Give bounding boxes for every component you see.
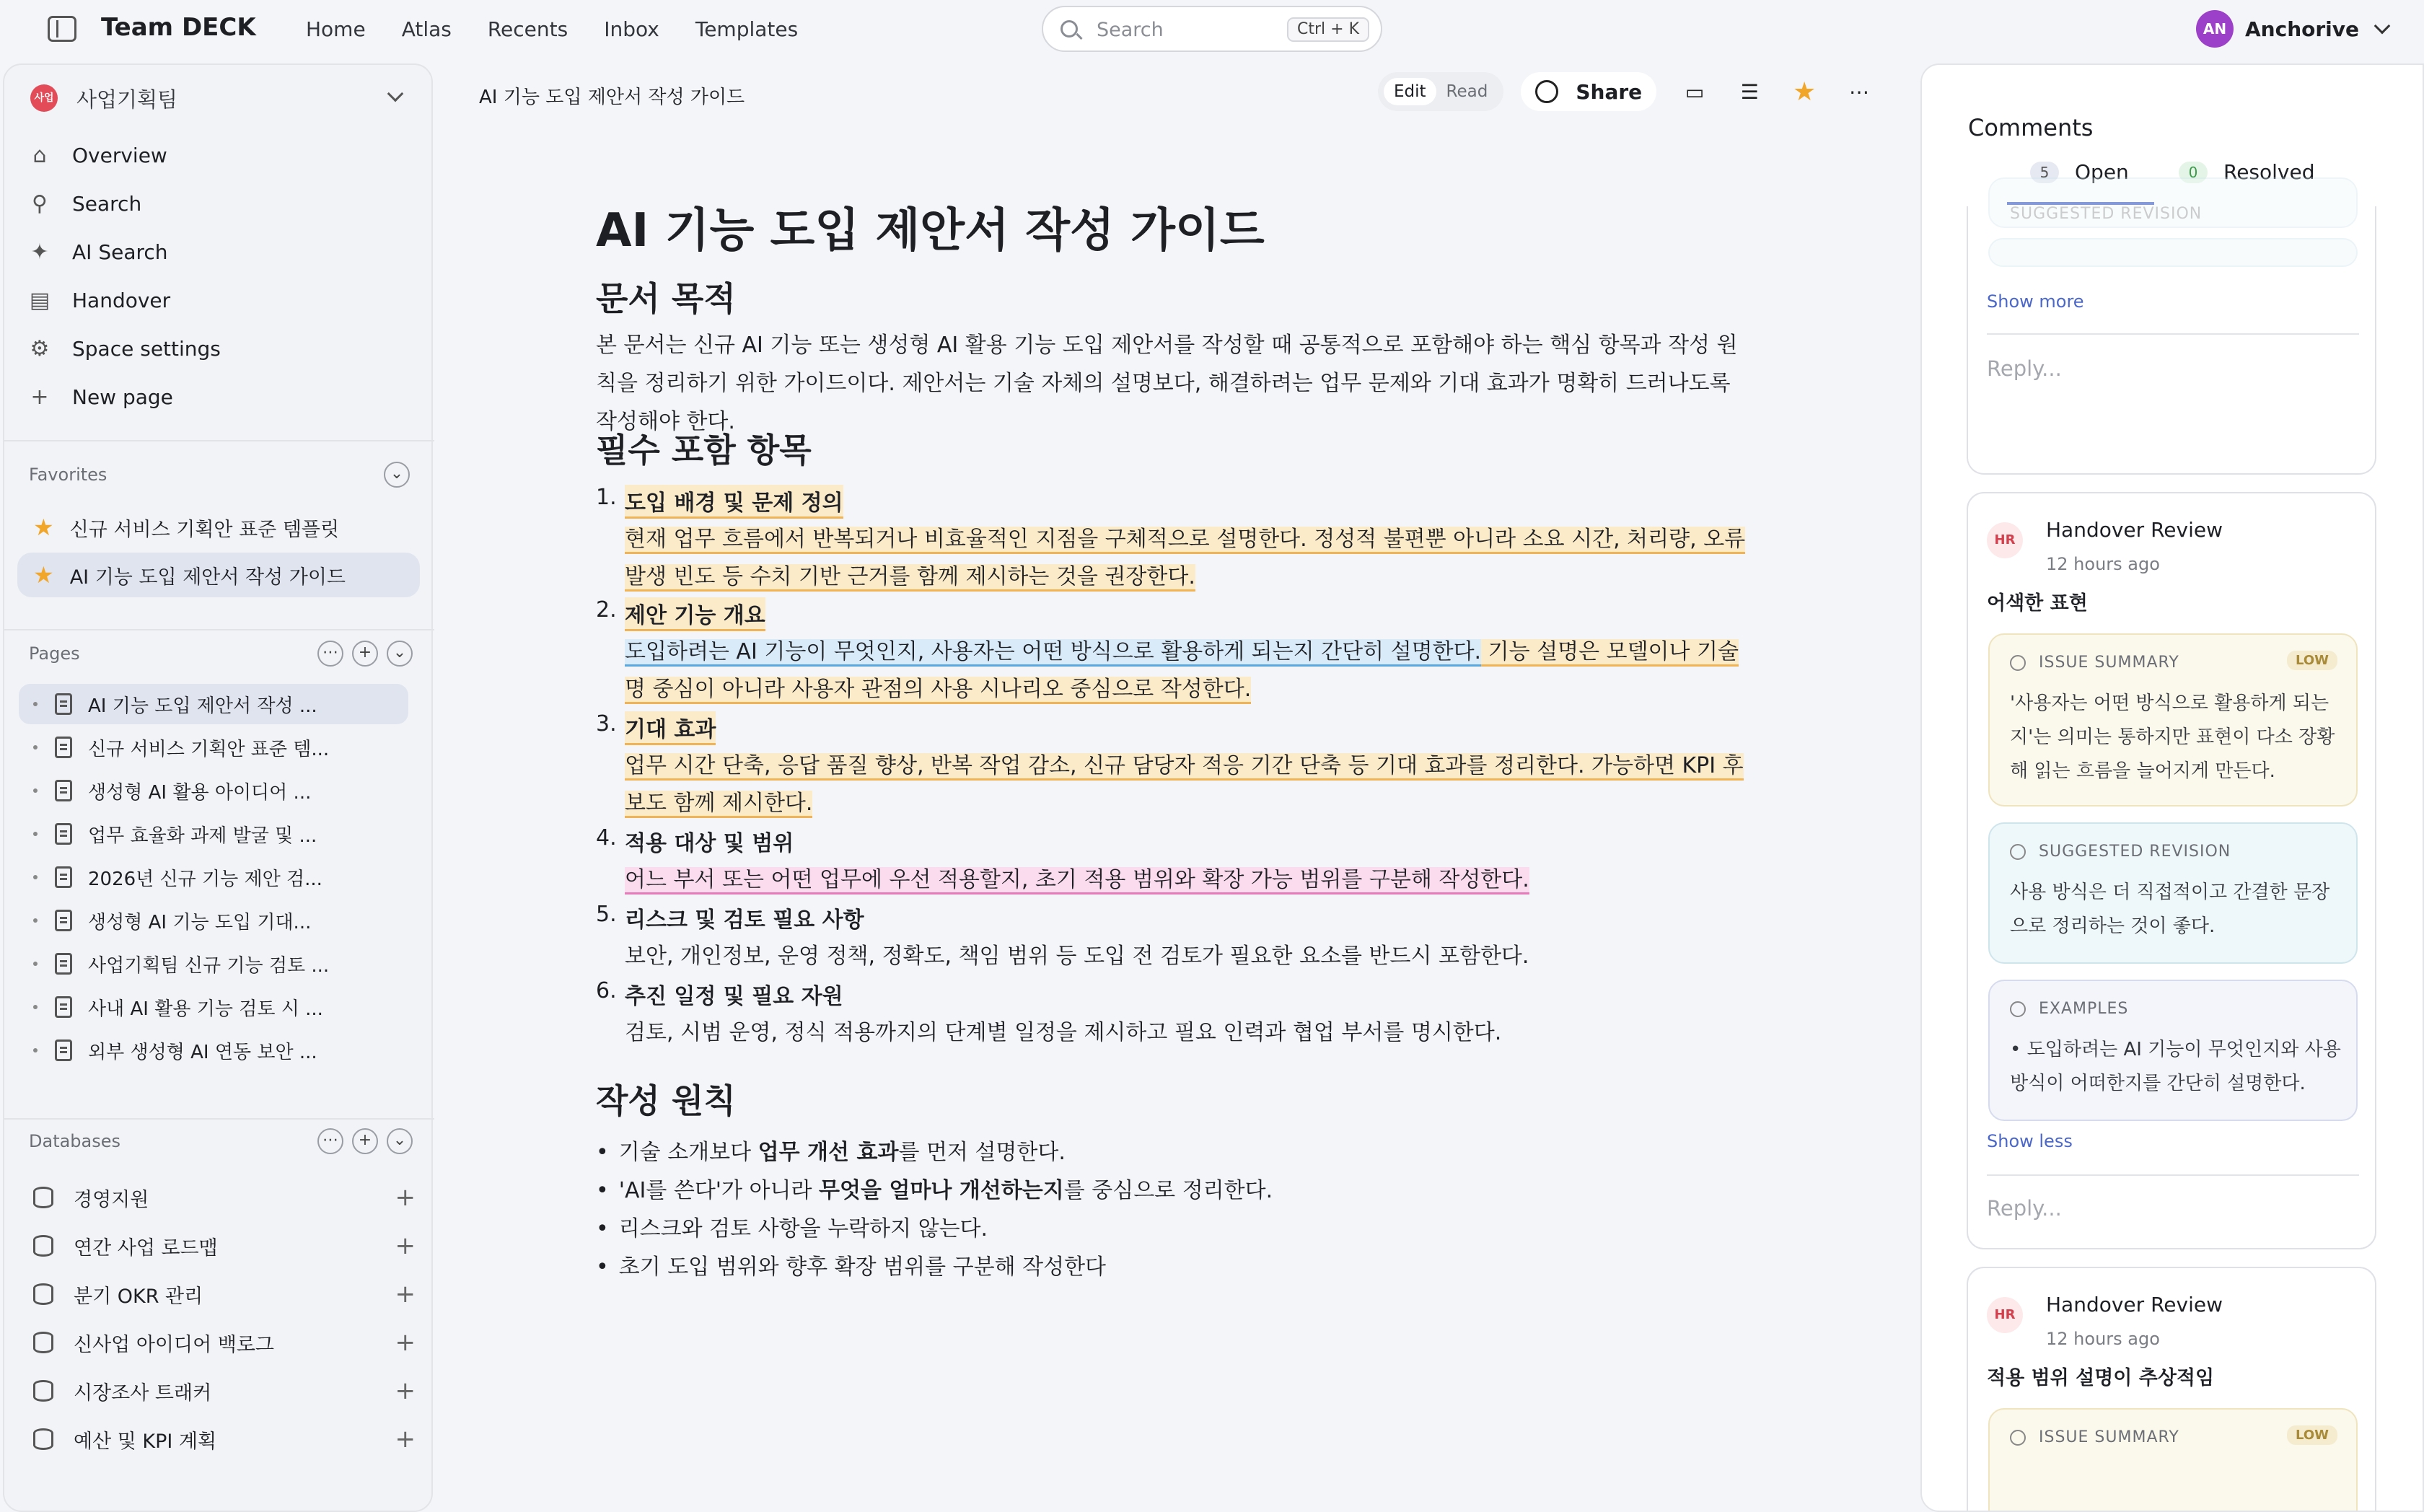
favorites-title: Favorites <box>29 465 107 485</box>
info-icon <box>2010 655 2026 671</box>
bullet-text: 를 중심으로 정리한다. <box>1063 1178 1273 1203</box>
favorite-label: 신규 서비스 기획안 표준 템플릿 <box>69 518 340 541</box>
severity-badge: LOW <box>2287 651 2337 670</box>
read-mode-button[interactable]: Read <box>1446 82 1488 101</box>
page-item[interactable] <box>19 944 408 984</box>
database-icon <box>33 1187 53 1208</box>
search-shortcut: Ctrl + K <box>1287 17 1369 42</box>
share-button[interactable] <box>1521 72 1656 111</box>
add-icon[interactable]: + <box>395 1376 416 1405</box>
database-icon <box>33 1332 53 1353</box>
document-icon <box>55 780 72 801</box>
issue-summary-box <box>1988 1408 2358 1512</box>
highlight-text[interactable]: 어느 부서 또는 어떤 업무에 우선 적용할지, 초기 적용 범위와 확장 가능 범위를 구분해 작성한다. <box>625 867 1529 895</box>
favorite-label: AI 기능 도입 제안서 작성 가이드 <box>69 566 346 589</box>
list-number: 3. <box>596 711 617 737</box>
list-item-title: 추진 일정 및 필요 자원 <box>625 984 843 1009</box>
page-item[interactable] <box>19 814 408 854</box>
user-name: Anchorive <box>2245 17 2360 41</box>
databases-title: Databases <box>29 1131 121 1151</box>
examples-box <box>1988 980 2358 1121</box>
list-number: 1. <box>596 485 617 510</box>
bullet-item <box>596 1249 1106 1280</box>
page-item-active[interactable] <box>19 684 408 724</box>
list-number: 2. <box>596 597 617 623</box>
label-text: ISSUE SUMMARY <box>2039 654 2179 672</box>
sidebar-item-handover[interactable] <box>4 276 431 325</box>
bullet-text: 초기 도입 범위와 향후 확장 범위를 구분해 작성한다 <box>618 1254 1107 1280</box>
pages-controls <box>317 641 413 667</box>
chevron-down-icon <box>2374 18 2391 35</box>
handover-icon: ▤ <box>29 287 50 313</box>
page-item[interactable] <box>19 770 408 811</box>
list-item-body: 검토, 시범 운영, 정식 적용까지의 단계별 일정을 제시하고 필요 인력과 협업 부서를 명시한다. <box>625 1020 1502 1045</box>
plus-icon: + <box>30 384 49 410</box>
sidebar-item-new-page[interactable] <box>4 373 431 421</box>
breadcrumb[interactable]: AI 기능 도입 제안서 작성 가이드 <box>479 87 745 108</box>
issue-summary-text: '사용자는 어떤 방식으로 활용하게 되는지'는 의미는 통하지만 표현이 다소 장황해 읽는 흐름을 늘어지게 만든다. <box>2010 693 2335 782</box>
space-badge: 사업 <box>30 84 58 112</box>
highlight-text[interactable]: 현재 업무 흐름에서 반복되거나 비효율적인 지점을 구체적으로 설명한다. 정성적 불편뿐 아니라 소요 시간, 처리량, 오류 발생 빈도 등 수치 기반 근거를 함께 제시하는 것을 권장한다. <box>625 527 1745 592</box>
list-item-body <box>625 861 1750 899</box>
bullet <box>33 702 38 706</box>
sidebar-item-space-settings[interactable] <box>4 325 431 373</box>
star-icon: ★ <box>33 514 54 541</box>
label-text: ISSUE SUMMARY <box>2039 1428 2179 1446</box>
issue-summary-box <box>1988 633 2358 806</box>
bullet <box>33 1048 38 1052</box>
comment-text: 적용 범위 설명이 추상적임 <box>1987 1367 2215 1389</box>
page-label: 외부 생성형 AI 연동 보안 ... <box>88 1041 317 1063</box>
bullet-item <box>596 1210 988 1242</box>
share-label: Share <box>1576 79 1643 104</box>
add-icon[interactable]: + <box>395 1231 416 1260</box>
search-placeholder: Search <box>1097 19 1164 41</box>
reply-input[interactable]: Reply... <box>1987 356 2062 381</box>
sidebar-item-label: Handover <box>72 289 171 312</box>
page-label: 신규 서비스 기획안 표준 템... <box>88 738 330 760</box>
bullet <box>33 918 38 923</box>
page-item[interactable] <box>19 857 408 897</box>
sidebar-item-label: Search <box>72 192 142 216</box>
globe-icon <box>1535 80 1558 103</box>
nav-templates[interactable]: Templates <box>695 17 799 41</box>
comments-panel <box>1920 63 2424 1512</box>
nav-atlas[interactable]: Atlas <box>401 17 452 41</box>
avatar: AN <box>2196 10 2234 48</box>
pages-add-button[interactable]: + <box>352 641 378 667</box>
comment-card <box>1967 206 2376 475</box>
divider <box>4 440 434 441</box>
examples-label <box>2010 1000 2128 1018</box>
chevron-down-icon <box>387 86 404 102</box>
pages-collapse-button[interactable]: ⌄ <box>387 641 413 667</box>
tab-label: Open <box>2075 160 2129 184</box>
sidebar-toggle-icon[interactable] <box>48 16 76 42</box>
database-label: 경영지원 <box>74 1188 149 1211</box>
page-label: 생성형 AI 활용 아이디어 ... <box>88 781 312 804</box>
top-nav <box>306 17 834 41</box>
comment-text: 어색한 표현 <box>1987 592 2088 615</box>
gear-icon: ⚙ <box>30 335 50 361</box>
divider <box>1987 333 2359 335</box>
favorites-collapse-button[interactable]: ⌄ <box>384 462 410 488</box>
comment-card <box>1967 1267 2376 1512</box>
avatar: HR <box>1987 1297 2023 1333</box>
list-item-body <box>625 747 1750 822</box>
more-icon[interactable]: ⋯ <box>1849 79 1870 104</box>
examples-text: • 도입하려는 AI 기능이 무엇인지와 사용 방식이 어떠한지를 간단히 설명한다. <box>2010 1039 2341 1094</box>
comment-time: 12 hours ago <box>2046 1329 2160 1349</box>
list-item-title: 리스크 및 검토 필요 사항 <box>625 907 864 933</box>
sidebar-item-label: New page <box>72 385 173 409</box>
comment-icon[interactable]: ▭ <box>1685 79 1705 104</box>
nav-inbox[interactable]: Inbox <box>604 17 659 41</box>
favorites-controls <box>384 462 410 488</box>
bullet <box>33 1005 38 1009</box>
document-icon <box>55 996 72 1018</box>
show-less-link[interactable]: Show less <box>1987 1131 2073 1151</box>
database-icon <box>33 1380 53 1402</box>
list-number: 5. <box>596 902 617 927</box>
page-label: 사업기획팀 신규 기능 검토 ... <box>88 954 330 977</box>
section-heading: 필수 포함 항목 <box>596 431 812 470</box>
page-item[interactable] <box>19 987 408 1027</box>
favorite-item-active[interactable] <box>17 553 420 597</box>
brand-name: Team DECK <box>101 13 256 42</box>
sidebar-item-search[interactable] <box>4 180 431 228</box>
section-heading: 문서 목적 <box>596 279 736 318</box>
bullet-text: 리스크와 검토 사항을 누락하지 않는다. <box>618 1216 988 1241</box>
divider <box>1987 1174 2359 1176</box>
sidebar-item-label: Space settings <box>72 337 221 361</box>
star-icon: ★ <box>33 561 54 589</box>
favorite-item[interactable] <box>17 505 420 550</box>
info-icon <box>2010 1430 2026 1446</box>
pages-title: Pages <box>29 643 80 664</box>
show-more-link[interactable]: Show more <box>1987 291 2084 312</box>
databases-collapse-button[interactable]: ⌄ <box>387 1128 413 1154</box>
bullet-bold: 업무 개선 효과 <box>758 1140 899 1165</box>
databases-add-button[interactable]: + <box>352 1128 378 1154</box>
nav-home[interactable]: Home <box>306 17 366 41</box>
page-label: 생성형 AI 기능 도입 기대... <box>88 911 312 933</box>
user-menu[interactable] <box>2196 10 2388 48</box>
database-item[interactable] <box>33 1176 416 1219</box>
section-heading: 작성 원칙 <box>596 1081 736 1120</box>
page-label: 2026년 신규 기능 제안 검... <box>88 868 322 890</box>
pages-more-button[interactable]: ⋯ <box>317 641 343 667</box>
document-icon <box>55 737 72 758</box>
document-icon <box>55 1040 72 1061</box>
database-icon <box>33 1283 53 1305</box>
space-name: 사업기획팀 <box>76 87 178 112</box>
bullet-item <box>596 1134 1066 1166</box>
reply-input[interactable]: Reply... <box>1987 1196 2062 1221</box>
database-item[interactable] <box>33 1418 416 1461</box>
space-selector[interactable] <box>30 78 420 118</box>
database-item[interactable] <box>33 1273 416 1316</box>
bullet-text: 기술 소개보다 <box>618 1140 758 1165</box>
highlight-text[interactable]: 업무 시간 단축, 응답 품질 향상, 반복 작업 감소, 신규 담당자 적응 기간 단축 등 기대 효과를 정리한다. 가능하면 KPI 후보도 함께 제시한다. <box>625 753 1744 818</box>
list-item-body <box>625 633 1750 708</box>
page-item[interactable] <box>19 1030 408 1071</box>
page-title: AI 기능 도입 제안서 작성 가이드 <box>596 204 1265 258</box>
document-icon <box>55 953 72 975</box>
star-icon[interactable]: ★ <box>1793 76 1817 107</box>
comment-author: Handover Review <box>2046 1293 2223 1317</box>
suggested-revision-label <box>2010 205 2202 223</box>
top-bar <box>0 0 2424 59</box>
add-icon[interactable]: + <box>395 1183 416 1212</box>
sidebar-item-label: Overview <box>72 144 167 167</box>
open-count: 5 <box>2030 162 2059 183</box>
divider <box>4 1118 434 1120</box>
bullet <box>33 745 38 750</box>
resolved-count: 0 <box>2179 162 2208 183</box>
sidebar-item-overview[interactable] <box>4 131 431 180</box>
suggested-revision-box <box>1988 177 2358 228</box>
severity-badge: LOW <box>2287 1425 2337 1445</box>
comment-time: 12 hours ago <box>2046 554 2160 574</box>
bullet <box>33 875 38 879</box>
bullet-item <box>596 1172 1273 1204</box>
list-item-title: 제안 기능 개요 <box>625 597 765 631</box>
bullet-text: 를 먼저 설명한다. <box>898 1140 1066 1165</box>
sidebar-item-ai-search[interactable] <box>4 228 431 276</box>
database-item[interactable] <box>33 1224 416 1267</box>
sidebar-item-label: AI Search <box>72 240 168 264</box>
list-item-body: 보안, 개인정보, 운영 정책, 정확도, 책임 범위 등 도입 전 검토가 필요한 요소를 반드시 포함한다. <box>625 944 1529 969</box>
databases-more-button[interactable]: ⋯ <box>317 1128 343 1154</box>
database-label: 시장조사 트래커 <box>74 1381 212 1405</box>
doc-toolbar <box>1378 72 1876 111</box>
sparkle-icon: ✦ <box>30 239 49 265</box>
bullet <box>33 832 38 836</box>
list-item-title: 기대 효과 <box>625 711 716 745</box>
database-label: 연간 사업 로드맵 <box>74 1236 218 1260</box>
lightbulb-icon <box>2010 1001 2026 1017</box>
databases-controls <box>317 1128 413 1154</box>
document-icon <box>55 866 72 888</box>
page-item[interactable] <box>19 900 408 941</box>
database-label: 신사업 아이디어 백로그 <box>74 1333 274 1356</box>
page-label: 업무 효율화 과제 발굴 및 ... <box>88 825 317 847</box>
comments-title: Comments <box>1968 114 2094 141</box>
mode-switch <box>1378 72 1503 111</box>
database-label: 예산 및 KPI 계획 <box>74 1430 217 1453</box>
issue-summary-label <box>2010 654 2179 672</box>
list-number: 6. <box>596 978 617 1003</box>
list-item-title: 적용 대상 및 범위 <box>625 831 794 856</box>
page-label: AI 기능 도입 제안서 작성 ... <box>88 695 317 717</box>
search-icon <box>1060 20 1078 38</box>
divider <box>4 629 434 630</box>
page-label: 사내 AI 활용 기능 검토 시 ... <box>88 998 323 1020</box>
add-icon[interactable]: + <box>395 1425 416 1454</box>
edit-mode-button[interactable]: Edit <box>1384 78 1436 105</box>
tab-label: Resolved <box>2223 160 2315 184</box>
bullet <box>33 788 38 793</box>
bullet-bold: 무엇을 얼마나 개선하는지 <box>819 1178 1064 1203</box>
avatar: HR <box>1987 522 2023 558</box>
sidebar-menu <box>4 131 431 421</box>
list-icon[interactable]: ☰ <box>1740 79 1759 104</box>
lightbulb-icon <box>2010 844 2026 860</box>
label-text: SUGGESTED REVISION <box>2010 205 2203 223</box>
faded-box <box>1988 238 2358 267</box>
suggested-revision-box <box>1988 822 2358 964</box>
database-icon <box>33 1235 53 1257</box>
add-icon[interactable]: + <box>395 1328 416 1357</box>
label-text: SUGGESTED REVISION <box>2039 843 2231 861</box>
page-item[interactable] <box>19 727 408 768</box>
search-icon: ⚲ <box>32 190 48 216</box>
database-item[interactable] <box>33 1369 416 1412</box>
database-label: 분기 OKR 관리 <box>74 1285 203 1308</box>
list-number: 4. <box>596 825 617 850</box>
list-item-title: 도입 배경 및 문제 정의 <box>625 485 843 519</box>
suggested-revision-label <box>2010 843 2231 861</box>
nav-recents[interactable]: Recents <box>487 17 568 41</box>
sidebar <box>3 63 433 1512</box>
comment-author: Handover Review <box>2046 518 2223 542</box>
list-item-body <box>625 521 1750 596</box>
comment-card <box>1967 492 2376 1249</box>
suggested-revision-text: 사용 방식은 더 직접적이고 간결한 문장으로 정리하는 것이 좋다. <box>2010 882 2330 937</box>
bullet <box>33 962 38 966</box>
search-input[interactable] <box>1042 6 1382 52</box>
issue-summary-label <box>2010 1428 2179 1446</box>
document-icon <box>55 693 72 715</box>
label-text: EXAMPLES <box>2039 1000 2129 1018</box>
add-icon[interactable]: + <box>395 1280 416 1309</box>
document-icon <box>55 910 72 931</box>
bullet-text: 'AI를 쓴다'가 아니라 <box>618 1178 820 1203</box>
database-icon <box>33 1428 53 1450</box>
database-item[interactable] <box>33 1321 416 1364</box>
document-icon <box>55 823 72 845</box>
home-icon: ⌂ <box>32 142 47 168</box>
paragraph: 본 문서는 신규 AI 기능 또는 생성형 AI 활용 기능 도입 제안서를 작성할 때 공통적으로 포함해야 하는 핵심 항목과 작성 원칙을 정리하기 위한 가이드이다. 제안서는 기술 자체의 설명보다, 해결하려는 업무 문제와 기대 효과가 명확히 드러나도록 작성해야 한다. <box>596 333 1738 434</box>
highlight-text[interactable]: 기능 설명은 모델이나 기술명 중심이 아니라 사용자 관점의 사용 시나리오 중심으로 작성한다. <box>625 639 1739 704</box>
highlight-text-selected[interactable]: 도입하려는 AI 기능이 무엇인지, 사용자는 어떤 방식으로 활용하게 되는지 간단히 설명한다. <box>625 639 1481 667</box>
